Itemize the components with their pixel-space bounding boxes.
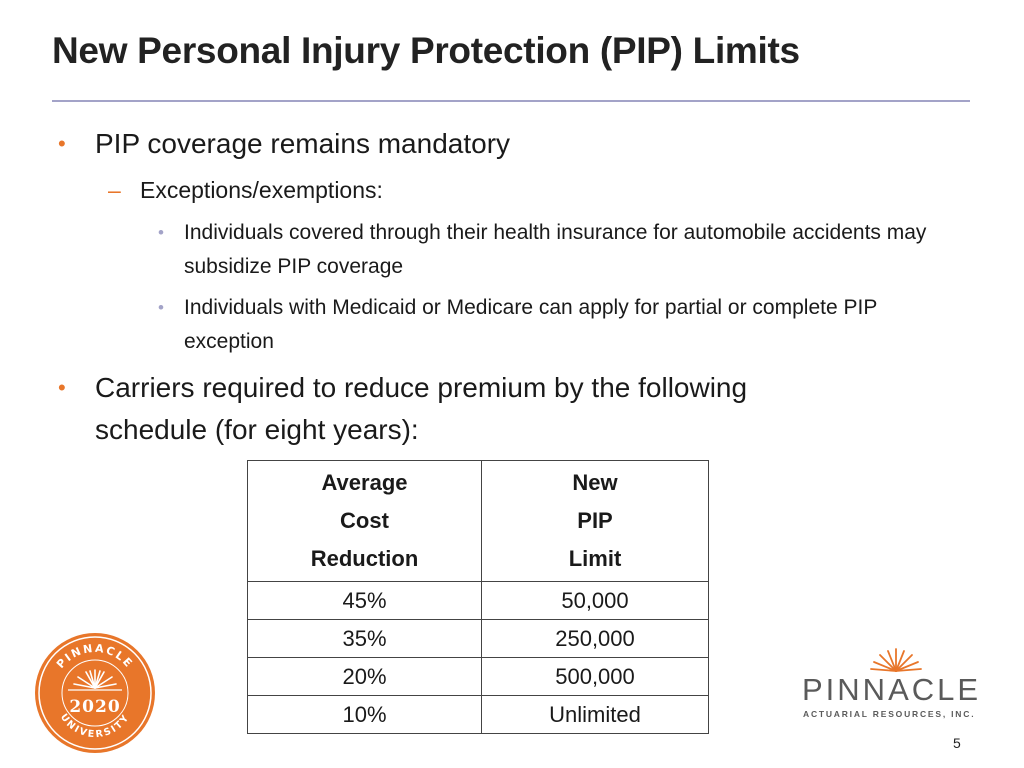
logo-wordmark: PINNACLE: [802, 672, 982, 707]
cost-reduction-cell: 20%: [248, 658, 482, 696]
sub-sub-bullet-text: Individuals covered through their health insurance for automobile accidents may subsidize PIP coverage: [184, 221, 927, 278]
table-row: [248, 620, 709, 658]
pinnacle-university-seal-logo: [34, 632, 156, 754]
sub-sub-bullet-text: Individuals with Medicaid or Medicare can apply for partial or complete PIP exception: [184, 296, 877, 353]
logo-tagline: ACTUARIAL RESOURCES, INC.: [803, 709, 976, 719]
header-new-pip-limit: New PIP Limit: [482, 461, 709, 582]
orange-bullet-icon: •: [58, 131, 66, 156]
svg-text:PINNACLE: PINNACLE: [54, 641, 136, 671]
pip-limit-cell: 250,000: [482, 620, 709, 658]
orange-bullet-icon: •: [58, 375, 66, 400]
cost-reduction-cell: 10%: [248, 696, 482, 734]
pip-limit-cell: Unlimited: [482, 696, 709, 734]
bullet-text-line1: Carriers required to reduce premium by the following: [95, 372, 748, 403]
dash-bullet-icon: –: [108, 177, 121, 203]
table-header-row: [248, 461, 709, 582]
bullet-text-line2: schedule (for eight years):: [95, 414, 419, 445]
pip-schedule-table: [247, 460, 709, 734]
sunburst-icon: [871, 649, 921, 671]
cost-reduction-cell: 35%: [248, 620, 482, 658]
bullet-text: PIP coverage remains mandatory: [95, 128, 511, 159]
table-row: [248, 658, 709, 696]
lavender-bullet-icon: •: [158, 223, 164, 242]
table-row: [248, 582, 709, 620]
lavender-bullet-icon: •: [158, 298, 164, 317]
pip-limit-cell: 500,000: [482, 658, 709, 696]
page-number: 5: [953, 735, 961, 751]
header-average-cost-reduction: Average Cost Reduction: [248, 461, 482, 582]
svg-text:UNIVERSITY: UNIVERSITY: [57, 711, 133, 741]
seal-year: 2020: [69, 697, 121, 717]
sub-bullet-text: Exceptions/exemptions:: [140, 177, 383, 203]
pip-limit-cell: 50,000: [482, 582, 709, 620]
table-row: [248, 696, 709, 734]
title-divider: [52, 100, 970, 102]
slide-title: New Personal Injury Protection (PIP) Limits: [52, 30, 800, 71]
cost-reduction-cell: 45%: [248, 582, 482, 620]
